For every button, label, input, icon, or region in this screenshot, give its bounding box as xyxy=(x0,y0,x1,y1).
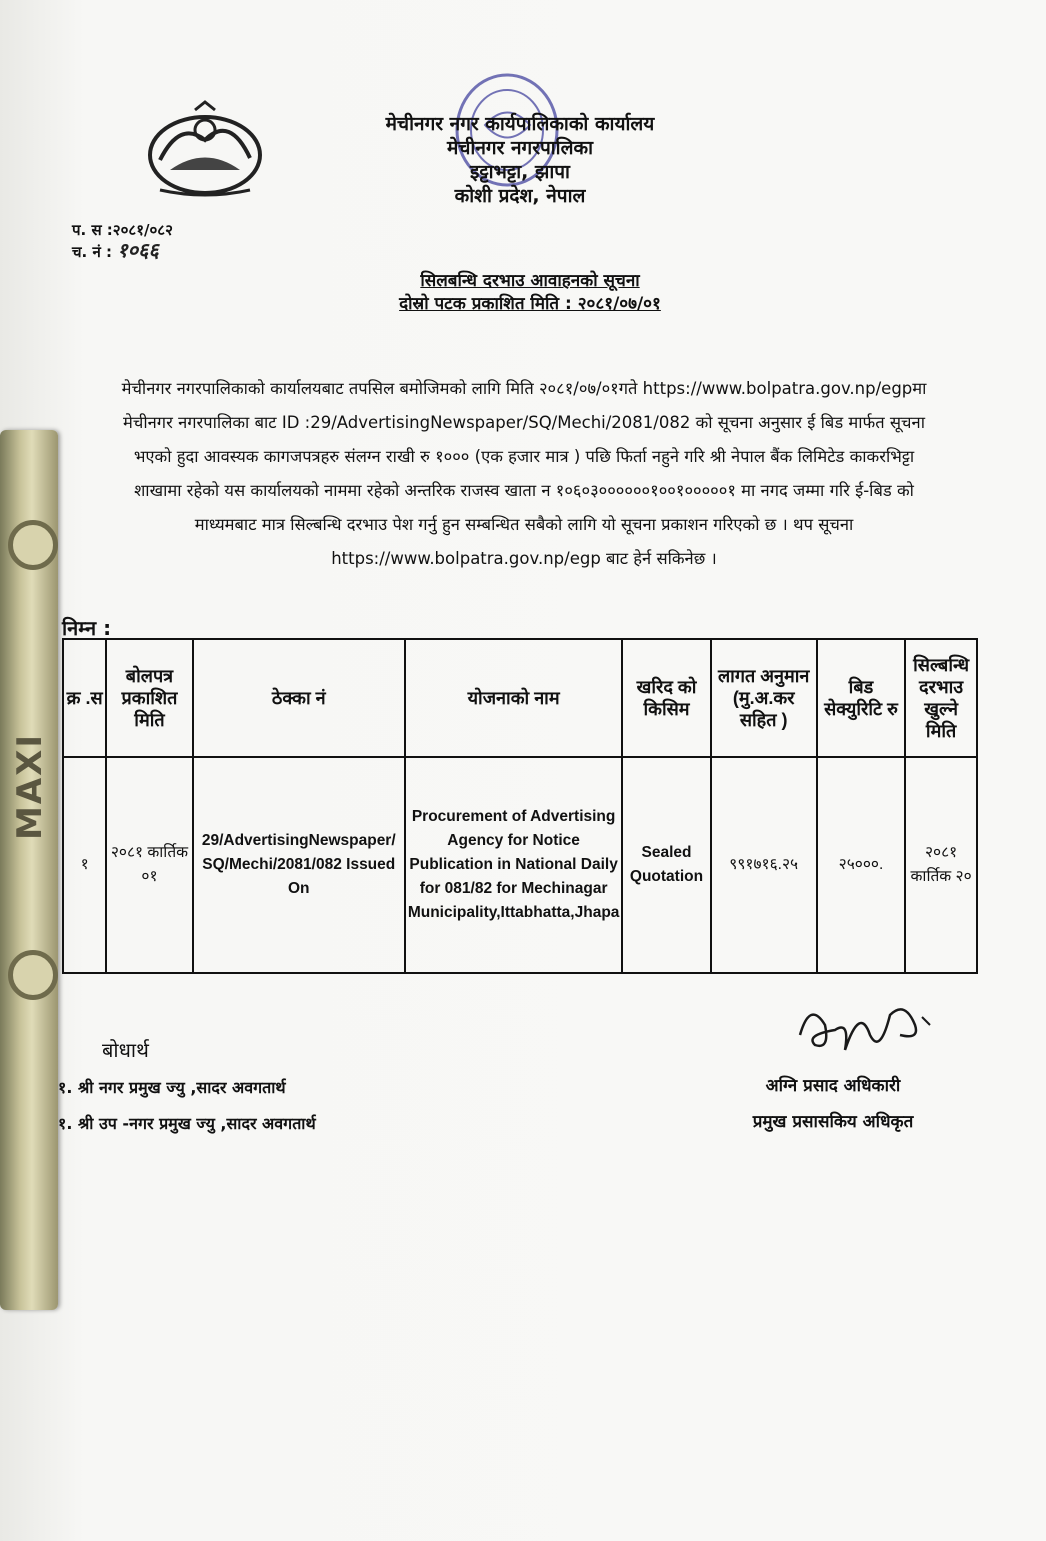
cell-procurement-type: Sealed Quotation xyxy=(622,757,710,973)
body-line: शाखामा रहेको यस कार्यालयको नाममा रहेको अन्तरिक राजस्व खाता न १०६०३००००००१००१०००००१ मा नगद जम्मा गरि ई-बिड को xyxy=(134,481,914,500)
column-header-opening-date: सिल्बन्धि दरभाउ खुल्ने मिति xyxy=(905,639,977,757)
cc-item: १. श्री उप -नगर प्रमुख ज्यु ,सादर अवगतार्थ xyxy=(58,1114,316,1133)
cell-published: २०८१ कार्तिक ०१ xyxy=(106,757,192,973)
cell-bid-security: २५०००. xyxy=(817,757,905,973)
cell-contract-no: 29/AdvertisingNewspaper/ SQ/Mechi/2081/082 Issued On xyxy=(193,757,405,973)
dispatch-number-label: च. नं : xyxy=(72,243,112,261)
municipality-name: मेचीनगर नगरपालिका xyxy=(446,137,594,159)
notice-table xyxy=(62,638,978,974)
office-location: इट्टाभट्टा, झापा xyxy=(470,161,570,183)
table-header-row xyxy=(63,639,977,757)
binder-ring xyxy=(8,950,58,1000)
notice-title-line2: दोस्रो पटक प्रकाशित मिति : २०८१/०७/०१ xyxy=(399,294,661,314)
column-header-project: योजनाको नाम xyxy=(405,639,623,757)
column-header-published: बोलपत्र प्रकाशित मिति xyxy=(106,639,192,757)
column-header-procurement-type: खरिद को किसिम xyxy=(622,639,710,757)
signatory-name: अग्नि प्रसाद अधिकारी xyxy=(765,1076,901,1096)
body-line: मेचीनगर नगरपालिका बाट ID :29/AdvertisingNewspaper/SQ/Mechi/2081/082 को सूचना अनुसार ई बिड मार्फत सूचना xyxy=(123,413,925,432)
body-line: मेचीनगर नगरपालिकाको कार्यालयबाट तपसिल बमोजिमको लागि मिति २०८१/०७/०१गते https://www.bolpatra.gov.np/egpमा xyxy=(121,379,927,398)
column-header-cost-estimate: लागत अनुमान (मु.अ.कर सहित ) xyxy=(711,639,817,757)
binder-brand-text: MAXI xyxy=(10,732,50,840)
binder-ring xyxy=(8,520,58,570)
dispatch-number xyxy=(72,240,173,262)
office-header xyxy=(330,112,710,208)
cc-label: बोधार्थ xyxy=(102,1038,149,1062)
cell-cost-estimate: ९९१७१६.२५ xyxy=(711,757,817,973)
signatory-block xyxy=(728,1068,938,1140)
table-label: निम्न : xyxy=(62,616,112,640)
body-line: माध्यमबाट मात्र सिल्बन्धि दरभाउ पेश गर्नु हुन सम्बन्धित सबैको लागि यो सूचना प्रकाशन गरिएको छ । थप सूचना xyxy=(194,515,854,534)
dispatch-number-value: १०६६ xyxy=(117,238,159,262)
handwritten-signature xyxy=(790,995,940,1065)
province-name: कोशी प्रदेश, नेपाल xyxy=(454,185,586,207)
office-name: मेचीनगर नगर कार्यपालिकाको कार्यालय xyxy=(385,113,655,135)
body-line: https://www.bolpatra.gov.np/egp बाट हेर्न सकिनेछ । xyxy=(331,549,717,568)
cell-opening-date: २०८१ कार्तिक २० xyxy=(905,757,977,973)
reference-block xyxy=(72,220,173,262)
body-line: भएको हुदा आवस्यक कागजपत्रहरु संलग्न राखी रु १००० (एक हजार मात्र ) पछि फिर्ता नहुने गरि श्री नेपाल बैंक लिमिटेड काकरभिट्टा xyxy=(133,447,915,466)
cell-sn: १ xyxy=(63,757,106,973)
cc-item: १. श्री नगर प्रमुख ज्यु ,सादर अवगतार्थ xyxy=(58,1078,286,1097)
signatory-title: प्रमुख प्रसासकिय अधिकृत xyxy=(752,1112,914,1132)
column-header-contract-no: ठेक्का नं xyxy=(193,639,405,757)
table-row xyxy=(63,757,977,973)
binder-clip xyxy=(0,430,62,1541)
notice-title-line1: सिलबन्धि दरभाउ आवाहनको सूचना xyxy=(420,271,640,291)
column-header-bid-security: बिड सेक्युरिटि रु xyxy=(817,639,905,757)
notice-title xyxy=(360,270,700,316)
column-header-sn: क्र .स xyxy=(63,639,106,757)
letter-number: प. स :२०८१/०८२ xyxy=(72,221,173,239)
cell-project: Procurement of Advertising Agency for Notice Publication in National Daily for 081/82 for Mechinagar Municipality,Ittabhatta,Jhapa xyxy=(405,757,623,973)
notice-body xyxy=(70,372,978,576)
nepal-emblem-icon xyxy=(140,100,270,200)
